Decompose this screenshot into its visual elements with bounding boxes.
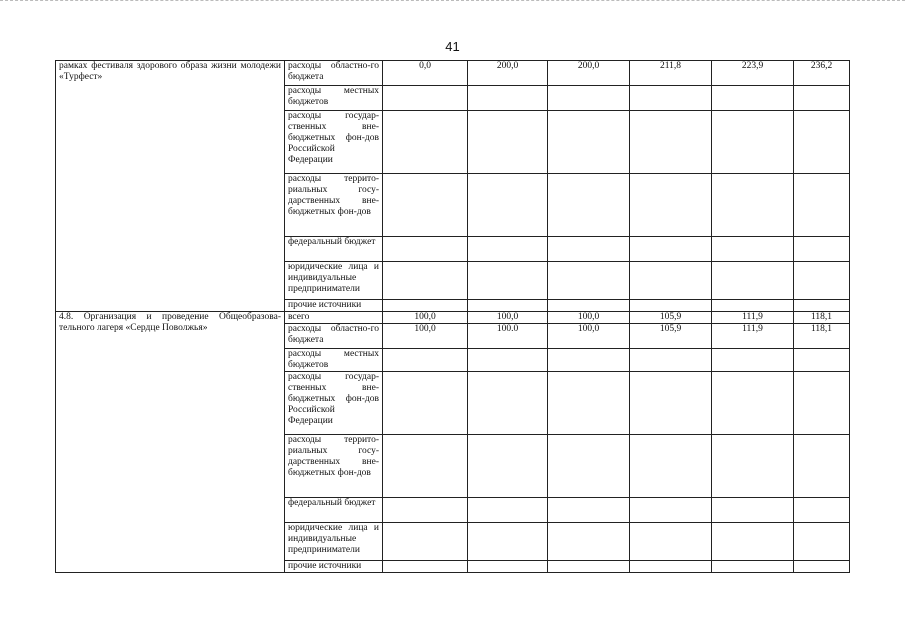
year-value-cell (794, 561, 850, 573)
year-value-cell: 211,8 (630, 61, 712, 86)
year-value-cell (548, 111, 630, 174)
year-value-cell (630, 372, 712, 435)
year-value-cell (468, 86, 548, 111)
year-value-cell (630, 262, 712, 300)
year-value-cell (794, 86, 850, 111)
year-value-cell (383, 435, 468, 498)
year-value-cell: 100,0 (383, 324, 468, 349)
year-value-cell (794, 237, 850, 262)
year-value-cell (468, 262, 548, 300)
year-value-cell (468, 111, 548, 174)
year-value-cell (794, 174, 850, 237)
year-value-cell (712, 523, 794, 561)
year-value-cell (712, 111, 794, 174)
year-value-cell (794, 372, 850, 435)
table-row (56, 312, 850, 324)
year-value-cell (712, 86, 794, 111)
year-value-cell (468, 435, 548, 498)
year-value-cell: 105,9 (630, 324, 712, 349)
year-value-cell (468, 300, 548, 312)
year-value-cell (712, 435, 794, 498)
year-value-cell (383, 111, 468, 174)
funding-source: расходы террито-риальных госу-дарственных вне-бюджетных фон-дов (285, 435, 383, 498)
year-value-cell (383, 498, 468, 523)
page-number: 41 (445, 39, 460, 54)
year-value-cell (468, 498, 548, 523)
measure-description: 4.8. Организация и проведение Общеобразова-тельного лагеря «Сердце Поволжья» (56, 312, 285, 573)
funding-source: федеральный бюджет (285, 498, 383, 523)
year-value-cell (383, 300, 468, 312)
year-value-cell: 118,1 (794, 324, 850, 349)
year-value-cell (712, 498, 794, 523)
year-value-cell (383, 523, 468, 561)
year-value-cell (383, 237, 468, 262)
year-value-cell: 223,9 (712, 61, 794, 86)
year-value-cell (712, 372, 794, 435)
year-value-cell (794, 498, 850, 523)
measure-description: рамках фестиваля здорового образа жизни молодежи «Турфест» (56, 61, 285, 312)
year-value-cell (383, 349, 468, 372)
year-value-cell (468, 237, 548, 262)
year-value-cell (468, 523, 548, 561)
year-value-cell (794, 262, 850, 300)
funding-source: федеральный бюджет (285, 237, 383, 262)
year-value-cell (383, 262, 468, 300)
year-value-cell (548, 237, 630, 262)
year-value-cell: 100,0 (548, 312, 630, 324)
funding-source: прочие источники (285, 300, 383, 312)
year-value-cell (794, 300, 850, 312)
year-value-cell (548, 262, 630, 300)
funding-source: расходы местных бюджетов (285, 349, 383, 372)
year-value-cell (630, 435, 712, 498)
funding-source: всего (285, 312, 383, 324)
year-value-cell (548, 372, 630, 435)
year-value-cell (383, 372, 468, 435)
year-value-cell (630, 349, 712, 372)
budget-table (55, 60, 850, 573)
year-value-cell: 118,1 (794, 312, 850, 324)
funding-source: расходы государ-ственных вне-бюджетных фон-дов Российской Федерации (285, 372, 383, 435)
year-value-cell: 105,9 (630, 312, 712, 324)
year-value-cell (794, 349, 850, 372)
year-value-cell: 111,9 (712, 324, 794, 349)
year-value-cell (630, 237, 712, 262)
year-value-cell (630, 86, 712, 111)
year-value-cell (383, 174, 468, 237)
funding-source: расходы областно-го бюджета (285, 324, 383, 349)
funding-source: юридические лица и индивидуальные предприниматели (285, 262, 383, 300)
funding-source: расходы местных бюджетов (285, 86, 383, 111)
table-row (56, 61, 850, 86)
year-value-cell (548, 561, 630, 573)
year-value-cell (630, 498, 712, 523)
year-value-cell (712, 300, 794, 312)
year-value-cell (630, 111, 712, 174)
funding-source: расходы террито-риальных госу-дарственных вне-бюджетных фон-дов (285, 174, 383, 237)
year-value-cell (468, 372, 548, 435)
year-value-cell (630, 561, 712, 573)
year-value-cell: 111,9 (712, 312, 794, 324)
year-value-cell (712, 174, 794, 237)
year-value-cell (548, 349, 630, 372)
year-value-cell (712, 561, 794, 573)
funding-source: прочие источники (285, 561, 383, 573)
year-value-cell (548, 435, 630, 498)
funding-source: расходы государ-ственных вне-бюджетных фон-дов Российской Федерации (285, 111, 383, 174)
year-value-cell (548, 523, 630, 561)
year-value-cell: 100,0 (468, 312, 548, 324)
year-value-cell: 100,0 (548, 324, 630, 349)
year-value-cell (468, 349, 548, 372)
year-value-cell: 100.0 (468, 324, 548, 349)
year-value-cell (383, 86, 468, 111)
funding-source: юридические лица и индивидуальные предприниматели (285, 523, 383, 561)
scan-edge-line (0, 0, 905, 5)
year-value-cell (794, 435, 850, 498)
year-value-cell (630, 174, 712, 237)
year-value-cell (548, 300, 630, 312)
year-value-cell (794, 111, 850, 174)
year-value-cell: 236,2 (794, 61, 850, 86)
year-value-cell (712, 237, 794, 262)
year-value-cell (548, 86, 630, 111)
year-value-cell (794, 523, 850, 561)
year-value-cell (712, 262, 794, 300)
year-value-cell (630, 300, 712, 312)
year-value-cell (548, 498, 630, 523)
year-value-cell (630, 523, 712, 561)
year-value-cell: 200,0 (548, 61, 630, 86)
year-value-cell: 0,0 (383, 61, 468, 86)
year-value-cell (548, 174, 630, 237)
year-value-cell (468, 561, 548, 573)
funding-source: расходы областно-го бюджета (285, 61, 383, 86)
year-value-cell (468, 174, 548, 237)
year-value-cell (712, 349, 794, 372)
year-value-cell: 100,0 (383, 312, 468, 324)
year-value-cell (383, 561, 468, 573)
year-value-cell: 200,0 (468, 61, 548, 86)
